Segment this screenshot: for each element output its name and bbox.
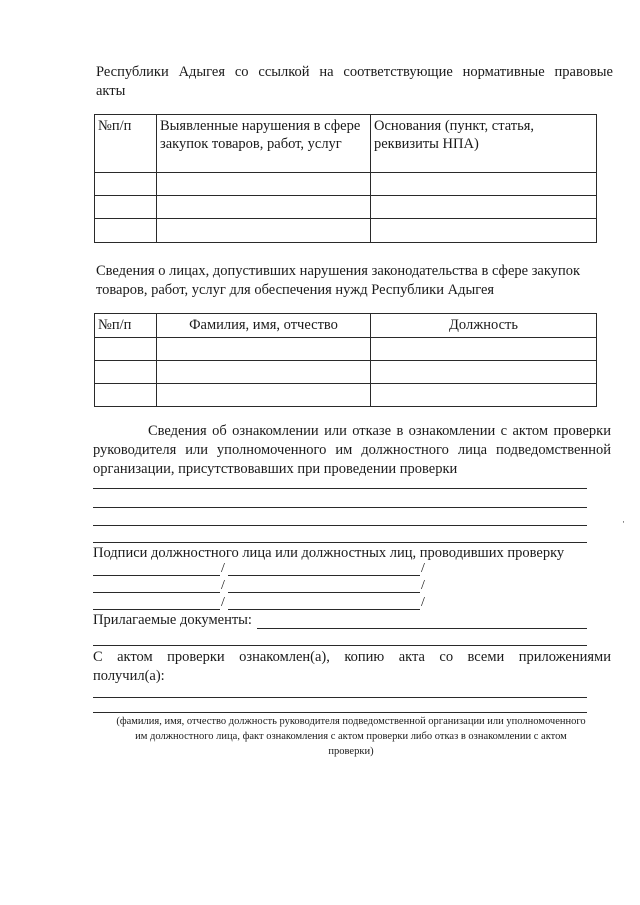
footnote xyxy=(96,714,606,759)
header-number: №п/п xyxy=(95,314,157,338)
signature-line[interactable] xyxy=(93,575,220,576)
table-cell[interactable] xyxy=(157,219,371,243)
table-cell[interactable] xyxy=(95,338,157,361)
signature-line[interactable] xyxy=(93,609,220,610)
fill-line[interactable] xyxy=(93,488,587,489)
table-row xyxy=(95,361,597,384)
table-row xyxy=(95,338,597,361)
signature-separator: / xyxy=(421,561,425,576)
table-cell[interactable] xyxy=(371,338,597,361)
table-cell[interactable] xyxy=(157,361,371,384)
table-cell[interactable] xyxy=(95,173,157,196)
persons-table xyxy=(94,313,597,407)
header-position: Должность xyxy=(371,314,597,338)
table-row xyxy=(95,219,597,243)
table-cell[interactable] xyxy=(95,384,157,407)
table-header-row xyxy=(95,314,597,338)
fill-line[interactable] xyxy=(93,542,587,543)
table-row xyxy=(95,384,597,407)
table-cell[interactable] xyxy=(371,173,597,196)
table-cell[interactable] xyxy=(157,338,371,361)
attachments-label: Прилагаемые документы: xyxy=(93,612,252,628)
table-cell[interactable] xyxy=(371,384,597,407)
familiarization-line-3: организации, присутствовавших при проведении проверки xyxy=(93,461,458,477)
signature-line[interactable] xyxy=(93,592,220,593)
footnote-line-3: проверки) xyxy=(328,746,374,757)
acquaintance-line-1: С актом проверки ознакомлен(а), копию акта со всеми приложениями xyxy=(93,649,611,665)
signature-separator: / xyxy=(221,578,225,593)
table-row xyxy=(95,196,597,219)
fill-line[interactable] xyxy=(93,697,587,698)
footnote-line-2: им должностного лица, факт ознакомления с актом проверки либо отказ в ознакомлении с актом xyxy=(135,731,567,742)
signature-separator: / xyxy=(221,595,225,610)
header-full-name: Фамилия, имя, отчество xyxy=(157,314,371,338)
signature-separator: / xyxy=(421,595,425,610)
signature-separator: / xyxy=(421,578,425,593)
footnote-line-1: (фамилия, имя, отчество должность руководителя подведомственной организации или уполномоченного xyxy=(116,716,586,727)
signature-separator: / xyxy=(221,561,225,576)
signatures-title: Подписи должностного лица или должностных лиц, проводивших проверку xyxy=(93,545,565,561)
table-cell[interactable] xyxy=(95,361,157,384)
fill-line[interactable] xyxy=(93,645,587,646)
signature-name-line[interactable] xyxy=(228,609,420,610)
signature-name-line[interactable] xyxy=(228,592,420,593)
fill-line[interactable] xyxy=(93,712,587,713)
signature-name-line[interactable] xyxy=(228,575,420,576)
table-cell[interactable] xyxy=(371,196,597,219)
table-cell[interactable] xyxy=(157,196,371,219)
familiarization-line-1: Сведения об ознакомлении или отказе в ознакомлении с актом проверки xyxy=(148,423,611,439)
intro-line-2: акты xyxy=(96,83,126,99)
fill-line[interactable] xyxy=(93,525,587,526)
acquaintance-line-2: получил(а): xyxy=(93,668,165,684)
table-cell[interactable] xyxy=(371,219,597,243)
table-cell[interactable] xyxy=(95,219,157,243)
persons-line-1: Сведения о лицах, допустивших нарушения законодательства в сфере закупок xyxy=(96,263,581,279)
table-cell[interactable] xyxy=(371,361,597,384)
violations-table xyxy=(94,114,597,243)
fill-line[interactable] xyxy=(93,507,587,508)
attachments-fill-line[interactable] xyxy=(257,628,587,629)
table-header-row xyxy=(95,115,597,173)
header-number: №п/п xyxy=(95,115,157,173)
familiarization-line-2: руководителя или уполномоченного им должностного лица подведомственной xyxy=(93,442,611,458)
table-cell[interactable] xyxy=(95,196,157,219)
persons-line-2: товаров, работ, услуг для обеспечения нужд Республики Адыгея xyxy=(96,282,495,298)
table-cell[interactable] xyxy=(157,384,371,407)
table-row xyxy=(95,173,597,196)
scan-mark: · xyxy=(622,517,625,527)
header-violations: Выявленные нарушения в сфере закупок товаров, работ, услуг xyxy=(157,115,371,173)
header-grounds: Основания (пункт, статья, реквизиты НПА) xyxy=(371,115,597,173)
intro-line-1: Республики Адыгея со ссылкой на соответствующие нормативные правовые xyxy=(96,64,613,80)
table-cell[interactable] xyxy=(157,173,371,196)
